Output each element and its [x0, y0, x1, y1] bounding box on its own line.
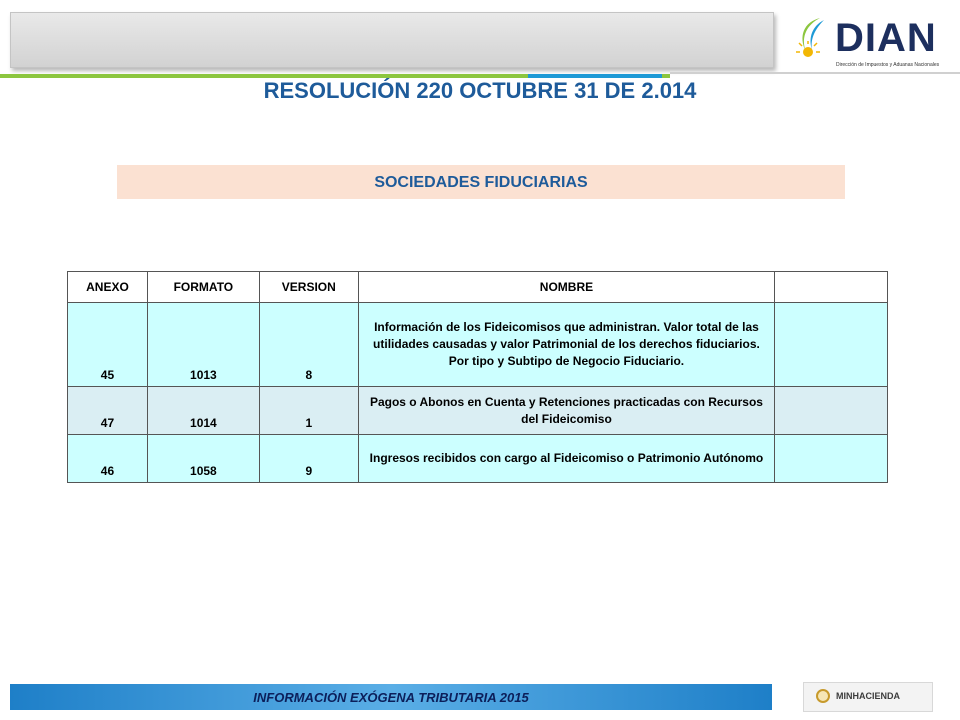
- cell-formato: 1014: [147, 387, 259, 435]
- colombia-seal-icon: [816, 689, 830, 703]
- footer-banner: [10, 684, 772, 710]
- table-row: [68, 435, 888, 483]
- page-title: RESOLUCIÓN 220 OCTUBRE 31 DE 2.014: [263, 78, 697, 103]
- cell-extra: [775, 435, 888, 483]
- cell-anexo: 46: [68, 435, 148, 483]
- minhacienda-logo: [803, 682, 933, 712]
- header-formato: FORMATO: [147, 272, 259, 303]
- cell-anexo: 47: [68, 387, 148, 435]
- header-anexo: ANEXO: [68, 272, 148, 303]
- table-row: [68, 303, 888, 387]
- cell-version: 1: [259, 387, 358, 435]
- minhacienda-label: MINHACIENDA: [836, 691, 900, 701]
- section-title: SOCIEDADES FIDUCIARIAS: [374, 174, 588, 191]
- formats-table: [67, 271, 888, 483]
- table-header-row: [68, 272, 888, 303]
- cell-nombre: Pagos o Abonos en Cuenta y Retenciones practicadas con Recursos del Fideicomiso: [358, 387, 774, 435]
- dian-logo: [790, 14, 940, 74]
- cell-extra: [775, 303, 888, 387]
- cell-anexo: 45: [68, 303, 148, 387]
- cell-version: 9: [259, 435, 358, 483]
- header-extra: [775, 272, 888, 303]
- cell-nombre: Ingresos recibidos con cargo al Fideicomiso o Patrimonio Autónomo: [358, 435, 774, 483]
- table-row: [68, 387, 888, 435]
- cell-formato: 1058: [147, 435, 259, 483]
- cell-nombre: Información de los Fideicomisos que administran. Valor total de las utilidades causadas y valor Patrimonial de los derechos fiduciarios. Por tipo y Subtipo de Negocio Fiduciario.: [358, 303, 774, 387]
- logo-subtitle: Dirección de Impuestos y Aduanas Nacionales: [836, 62, 940, 68]
- footer-text: INFORMACIÓN EXÓGENA TRIBUTARIA 2015: [253, 690, 529, 705]
- cell-formato: 1013: [147, 303, 259, 387]
- cell-version: 8: [259, 303, 358, 387]
- header-version: VERSION: [259, 272, 358, 303]
- dian-sun-icon: [790, 14, 834, 64]
- logo-wordmark: DIAN: [835, 16, 937, 60]
- header-nombre: NOMBRE: [358, 272, 774, 303]
- section-header: [117, 165, 845, 199]
- cell-extra: [775, 387, 888, 435]
- header-banner: [10, 12, 774, 68]
